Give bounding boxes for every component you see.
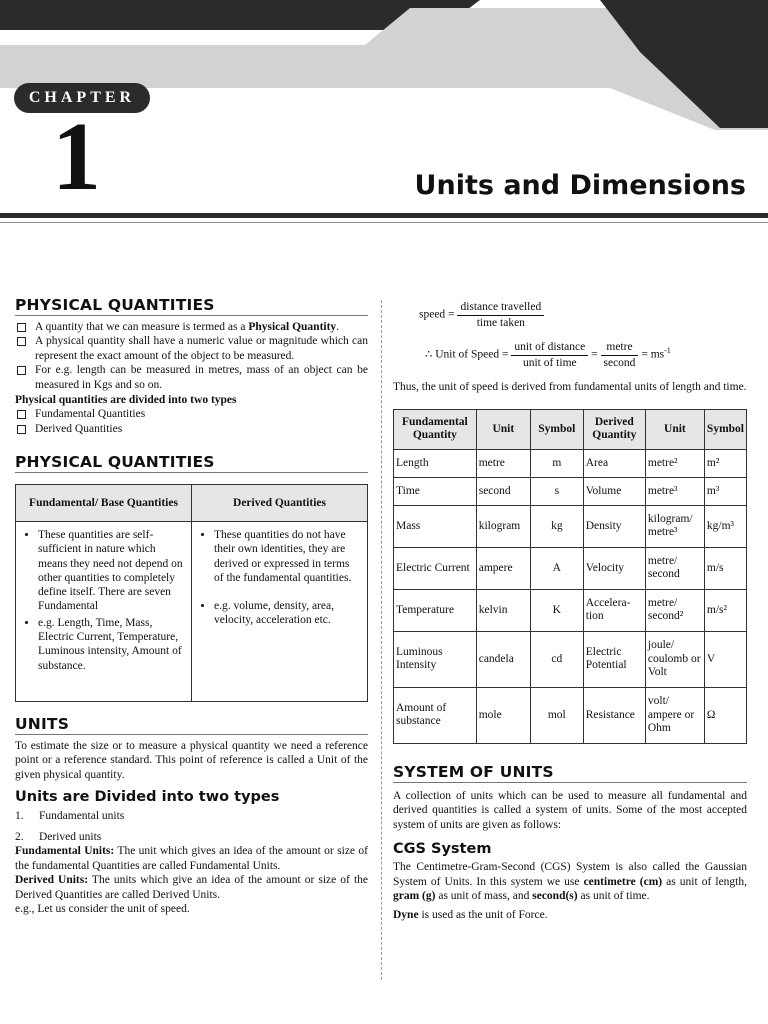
- thus-paragraph: Thus, the unit of speed is derived from fundamental units of length and time.: [393, 381, 747, 394]
- list-item: • e.g. volume, density, area, velocity, acceleration etc.: [214, 599, 361, 628]
- table-cell: second: [476, 477, 530, 505]
- chapter-label: CHAPTER: [14, 83, 150, 113]
- section-heading-physical-quantities-2: PHYSICAL QUANTITIES: [15, 455, 368, 473]
- table-cell: Mass: [394, 505, 477, 547]
- table-header: Fundamental/ Base Quantities: [16, 484, 192, 521]
- chapter-title: Units and Dimensions: [414, 170, 746, 201]
- table-cell: volt/ ampere or Ohm: [645, 687, 704, 743]
- table-cell: Velocity: [583, 547, 645, 589]
- list-item: • These quantities do not have their own identities, they are derived or expressed in terms of the fundamental quantities.: [214, 528, 361, 585]
- table-cell: cd: [530, 631, 583, 687]
- table-cell: metre: [476, 449, 530, 477]
- table-cell: kelvin: [476, 589, 530, 631]
- table-cell: mole: [476, 687, 530, 743]
- table-header: Derived Quantity: [583, 409, 645, 449]
- example-line: e.g., Let us consider the unit of speed.: [15, 903, 190, 916]
- section-heading-units: UNITS: [15, 717, 368, 735]
- table-row: [394, 631, 747, 687]
- pq-bullet-list: [15, 320, 368, 393]
- table-cell: V: [704, 631, 746, 687]
- table-header: Unit: [645, 409, 704, 449]
- table-cell: Time: [394, 477, 477, 505]
- table-cell: kilogram/ metre³: [645, 505, 704, 547]
- header-rule-thin: [0, 222, 768, 223]
- table-cell: metre²: [645, 449, 704, 477]
- left-column: [15, 298, 368, 917]
- units-divided-heading: Units are Divided into two types: [15, 789, 280, 806]
- table-cell: Volume: [583, 477, 645, 505]
- table-row: [394, 505, 747, 547]
- list-item: 2. Derived units: [15, 830, 102, 843]
- pq-types-list: [15, 407, 368, 436]
- table-cell: Luminous Intensity: [394, 631, 477, 687]
- section-heading-physical-quantities: PHYSICAL QUANTITIES: [15, 298, 368, 316]
- table-cell: m: [530, 449, 583, 477]
- table-header: Fundamental Quantity: [394, 409, 477, 449]
- table-cell: s: [530, 477, 583, 505]
- table-row: [394, 589, 747, 631]
- fraction: $\frac{\text{unit of distance}}{\text{unit of time}}$: [511, 340, 588, 370]
- quantities-table-body: [394, 449, 747, 743]
- cgs-heading: CGS System: [393, 841, 492, 858]
- table-cell: Ω: [704, 687, 746, 743]
- table-cell: metre/ second²: [645, 589, 704, 631]
- units-types-list: [15, 809, 368, 844]
- speed-formula: speed = $\frac{\text{distance travelled}}{\text{time taken}}$: [393, 300, 747, 330]
- table-cell: kilogram: [476, 505, 530, 547]
- derived-units-def: Derived Units: The units which give an idea of the amount or size of the Derived Quantities are called Derived Units.: [15, 874, 368, 901]
- table-cell: joule/ coulomb or Volt: [645, 631, 704, 687]
- table-header: Unit: [476, 409, 530, 449]
- list-item: 1. Fundamental units: [15, 809, 125, 822]
- list-item: • These quantities are self-sufficient in nature which means they need not depend on other quantities to completely define itself. There are seven Fundamental: [38, 528, 185, 614]
- pq-types-heading: Physical quantities are divided into two types: [15, 393, 237, 406]
- fraction: $\frac{\text{distance travelled}}{\text{time taken}}$: [457, 300, 544, 330]
- list-item: A quantity that we can measure is termed as a Physical Quantity.: [15, 320, 368, 335]
- table-cell: candela: [476, 631, 530, 687]
- table-cell: Resistance: [583, 687, 645, 743]
- fundamental-units-def: Fundamental Units: The unit which gives an idea of the amount or size of the fundamental Quantities are called Fundamental Units.: [15, 845, 368, 872]
- table-row: [394, 547, 747, 589]
- table-cell: Density: [583, 505, 645, 547]
- table-cell: Temperature: [394, 589, 477, 631]
- table-header: Symbol: [704, 409, 746, 449]
- right-column: [393, 298, 747, 922]
- table-cell: metre³: [645, 477, 704, 505]
- table-header: Symbol: [530, 409, 583, 449]
- table-cell: Length: [394, 449, 477, 477]
- fraction: $\frac{\text{metre}}{\text{second}}$: [601, 340, 639, 370]
- table-cell: [192, 521, 368, 701]
- table-row: [394, 477, 747, 505]
- cgs-paragraph: The Centimetre-Gram-Second (CGS) System is also called the Gaussian System of Units. In this system we use centimetre (cm) as unit of length, gram (g) as unit of mass, and second(s) as unit of time.: [393, 860, 747, 903]
- list-item: A physical quantity shall have a numeric value or magnitude which can represent the exact amount of the object to be measured.: [15, 334, 368, 363]
- list-item: • e.g. Length, Time, Mass, Electric Current, Temperature, Luminous intensity, Amount of substance.: [38, 616, 185, 673]
- table-cell: m/s: [704, 547, 746, 589]
- unit-speed-formula: ∴ Unit of Speed = $\frac{\text{unit of distance}}{\text{unit of time}}$ = $\frac{\text{metre}}{\text{second}}$ = $ms^{-1}$: [425, 341, 671, 369]
- table-cell: Electric Potential: [583, 631, 645, 687]
- table-cell: A: [530, 547, 583, 589]
- table-cell: Area: [583, 449, 645, 477]
- quantities-table: [393, 409, 747, 744]
- table-cell: kg: [530, 505, 583, 547]
- system-paragraph: A collection of units which can be used to measure all fundamental and derived quantities is called a system of units. Some of the most accepted system of units are given as follows:: [393, 789, 747, 831]
- units-paragraph: To estimate the size or to measure a physical quantity we need a reference point or a reference standard. This point of reference is called a Unit of the given physical quantity.: [15, 739, 368, 781]
- table-cell: m³: [704, 477, 746, 505]
- table-cell: Electric Current: [394, 547, 477, 589]
- dyne-line: Dyne is used as the unit of Force.: [393, 908, 548, 921]
- table-cell: m/s²: [704, 589, 746, 631]
- table-cell: mol: [530, 687, 583, 743]
- table-row: [394, 687, 747, 743]
- header-rule: [0, 213, 768, 218]
- list-item: For e.g. length can be measured in metres, mass of an object can be measured in Kgs and so on.: [15, 363, 368, 392]
- table-cell: m²: [704, 449, 746, 477]
- list-item: Fundamental Quantities: [15, 407, 368, 422]
- column-divider: [381, 300, 382, 980]
- table-row: [394, 449, 747, 477]
- chapter-number: 1: [52, 103, 101, 211]
- table-header: Derived Quantities: [192, 484, 368, 521]
- table-cell: [16, 521, 192, 701]
- table-cell: Accelera-tion: [583, 589, 645, 631]
- list-item: Derived Quantities: [15, 422, 368, 437]
- table-cell: metre/ second: [645, 547, 704, 589]
- table-cell: ampere: [476, 547, 530, 589]
- table-cell: kg/m³: [704, 505, 746, 547]
- table-cell: K: [530, 589, 583, 631]
- table-cell: Amount of substance: [394, 687, 477, 743]
- fundamental-derived-table: [15, 484, 368, 702]
- section-heading-system-of-units: SYSTEM OF UNITS: [393, 765, 747, 783]
